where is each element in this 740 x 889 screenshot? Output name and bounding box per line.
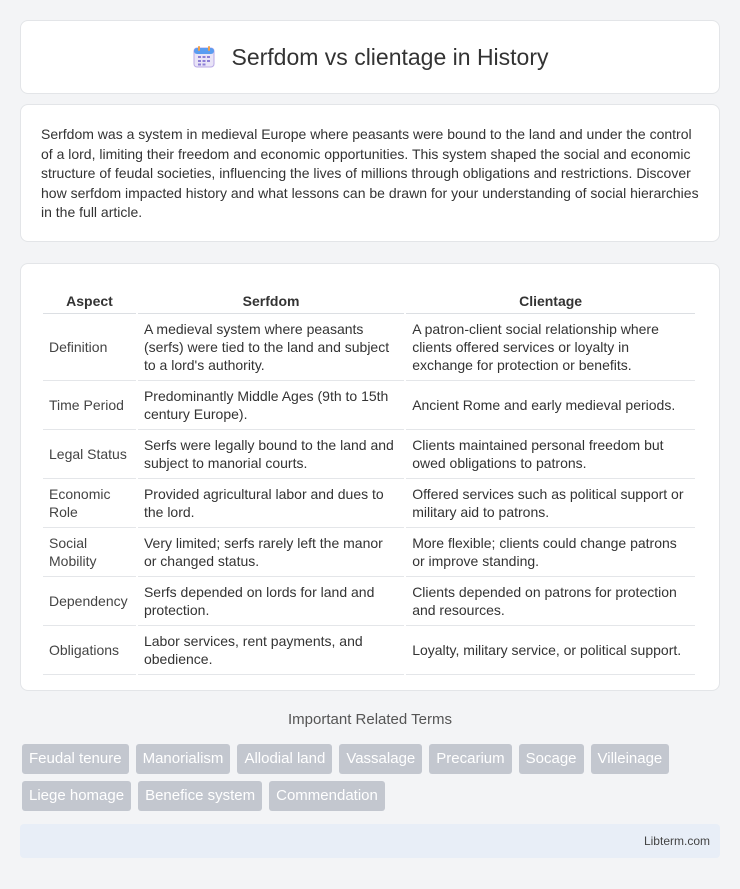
related-term-tag[interactable]: Liege homage — [22, 781, 131, 811]
table-row — [43, 626, 695, 675]
row-serfdom: Provided agricultural labor and dues to the lord. — [138, 479, 404, 528]
row-clientage: Ancient Rome and early medieval periods. — [406, 381, 695, 430]
related-term-tag[interactable]: Allodial land — [237, 744, 332, 774]
row-aspect: Time Period — [43, 381, 136, 430]
row-aspect: Dependency — [43, 577, 136, 626]
related-term-tag[interactable]: Feudal tenure — [22, 744, 129, 774]
row-serfdom: Very limited; serfs rarely left the manor or changed status. — [138, 528, 404, 577]
header-serfdom: Serfdom — [138, 284, 404, 314]
calendar-icon — [191, 44, 217, 70]
header-clientage: Clientage — [406, 284, 695, 314]
row-clientage: A patron-client social relationship where clients offered services or loyalty in exchange for protection or benefits. — [406, 314, 695, 381]
related-term-tag[interactable]: Manorialism — [136, 744, 231, 774]
table-row — [43, 430, 695, 479]
related-term-tag[interactable]: Vassalage — [339, 744, 422, 774]
header-aspect: Aspect — [43, 284, 136, 314]
row-aspect: Social Mobility — [43, 528, 136, 577]
related-term-tag[interactable]: Precarium — [429, 744, 511, 774]
table-row — [43, 381, 695, 430]
row-serfdom: A medieval system where peasants (serfs) were tied to the land and subject to a lord's authority. — [138, 314, 404, 381]
row-clientage: Loyalty, military service, or political support. — [406, 626, 695, 675]
row-serfdom: Serfs depended on lords for land and protection. — [138, 577, 404, 626]
page-title: Serfdom vs clientage in History — [231, 43, 549, 70]
row-clientage: Offered services such as political support or military aid to patrons. — [406, 479, 695, 528]
row-serfdom: Predominantly Middle Ages (9th to 15th century Europe). — [138, 381, 404, 430]
comparison-card — [20, 263, 720, 691]
related-terms-list — [22, 744, 722, 811]
table-row — [43, 528, 695, 577]
footer — [20, 824, 720, 858]
footer-site[interactable]: Libterm.com — [643, 834, 710, 848]
row-clientage: Clients maintained personal freedom but owed obligations to patrons. — [406, 430, 695, 479]
table-header-row — [43, 284, 695, 314]
row-serfdom: Serfs were legally bound to the land and subject to manorial courts. — [138, 430, 404, 479]
intro-card — [20, 104, 720, 242]
comparison-table — [41, 284, 697, 675]
related-term-tag[interactable]: Benefice system — [138, 781, 262, 811]
intro-text: Serfdom was a system in medieval Europe where peasants were bound to the land and under the control of a lord, limiting their freedom and economic opportunities. This system shaped the social and economic structure of feudal societies, influencing the lives of millions through obligations and restrictions. Discover how serfdom impacted history and what lessons can be drawn for your understanding of social hierarchies in the full article. — [41, 126, 699, 220]
related-terms-title: Important Related Terms — [288, 711, 452, 728]
table-row — [43, 479, 695, 528]
related-term-tag[interactable]: Commendation — [269, 781, 385, 811]
row-clientage: More flexible; clients could change patrons or improve standing. — [406, 528, 695, 577]
related-term-tag[interactable]: Socage — [519, 744, 584, 774]
table-row — [43, 314, 695, 381]
row-aspect: Legal Status — [43, 430, 136, 479]
table-row — [43, 577, 695, 626]
header-card — [20, 20, 720, 94]
row-aspect: Definition — [43, 314, 136, 381]
related-term-tag[interactable]: Villeinage — [591, 744, 670, 774]
row-clientage: Clients depended on patrons for protection and resources. — [406, 577, 695, 626]
row-serfdom: Labor services, rent payments, and obedience. — [138, 626, 404, 675]
row-aspect: Obligations — [43, 626, 136, 675]
row-aspect: Economic Role — [43, 479, 136, 528]
